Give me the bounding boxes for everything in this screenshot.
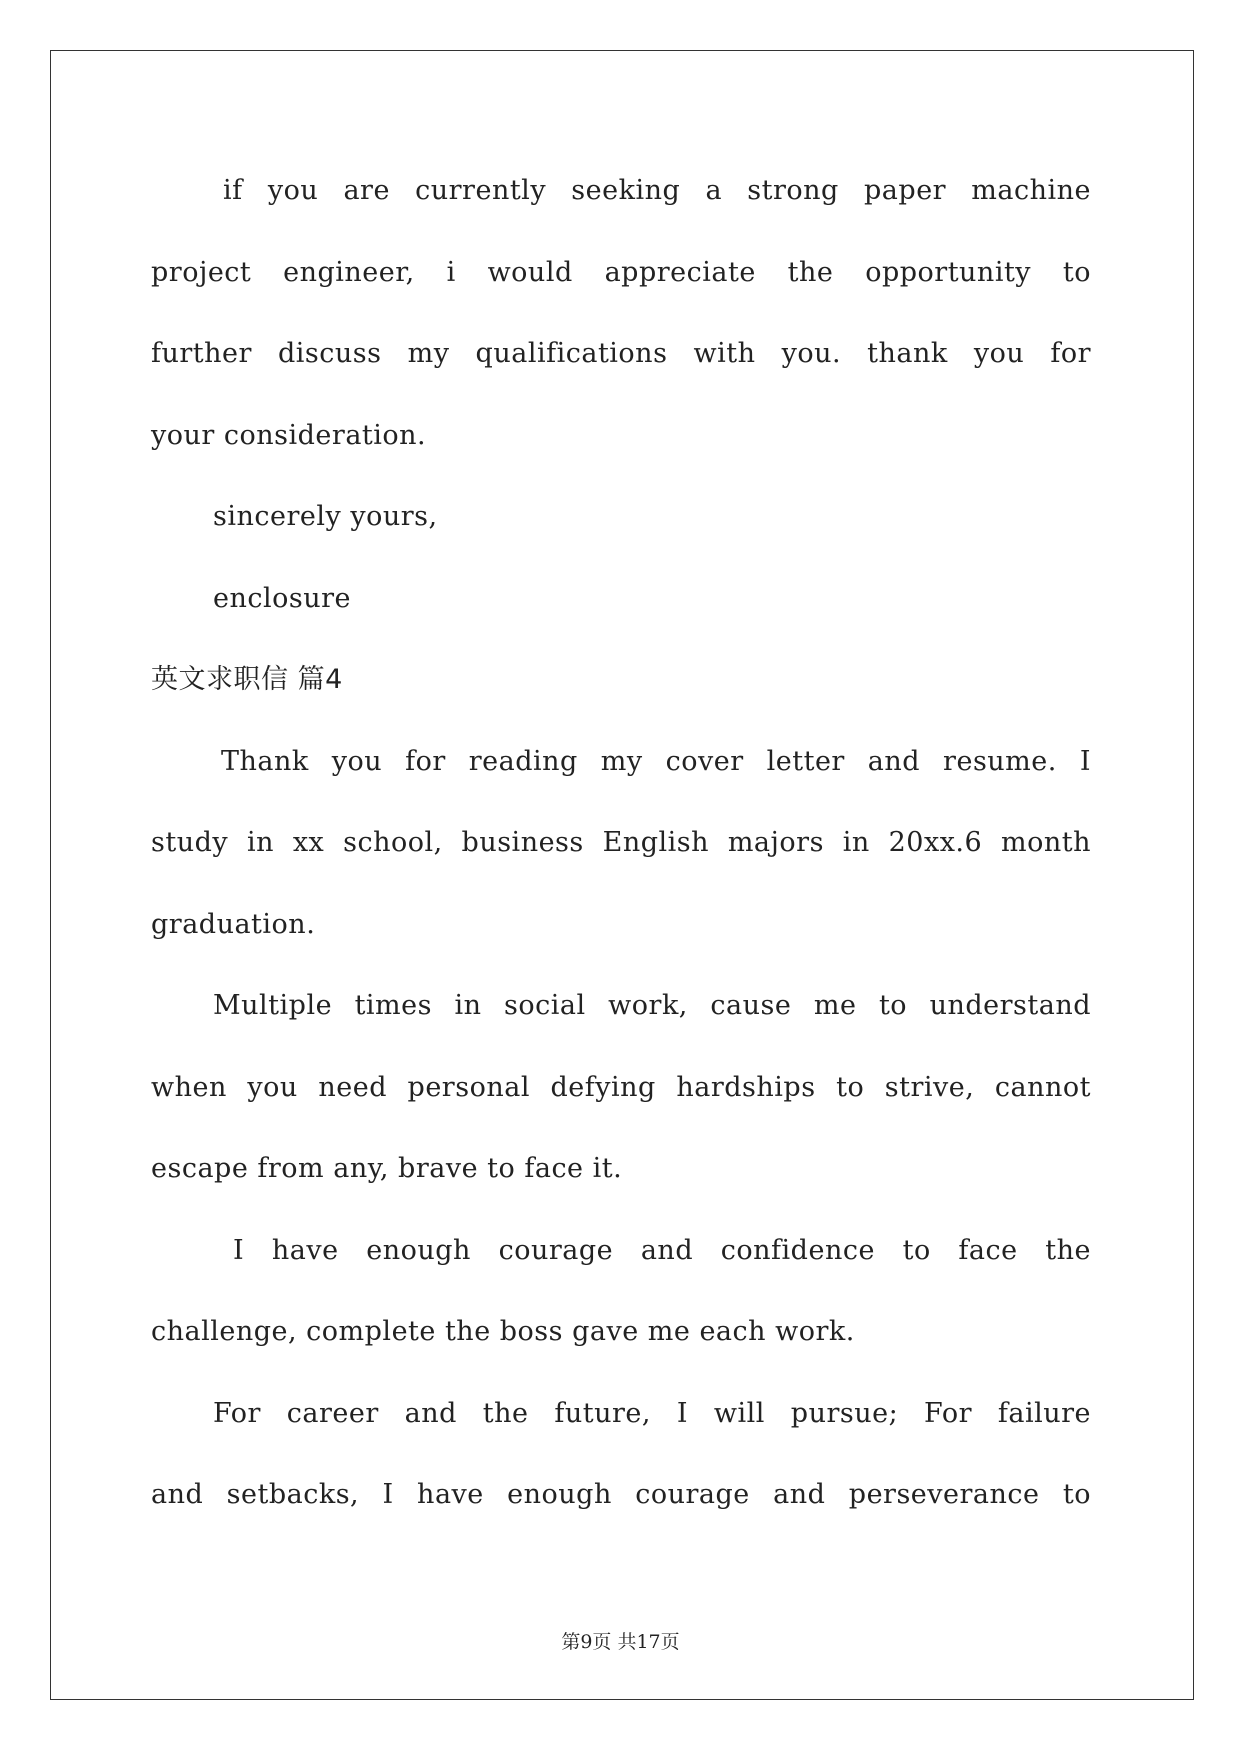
text-line: your consideration. <box>151 419 427 451</box>
text-line: if you are currently seeking a strong paper machine <box>223 175 1091 206</box>
text-line: and setbacks, I have enough courage and perseverance to <box>151 1479 1091 1510</box>
closing-line: enclosure <box>213 582 352 614</box>
document-body <box>151 150 1091 1536</box>
text-line: study in xx school, business English majors in 20xx.6 month <box>151 827 1091 858</box>
text-line: project engineer, i would appreciate the opportunity to <box>151 256 1091 288</box>
text-line: For career and the future, I will pursue; For failure <box>213 1397 1091 1429</box>
text-line: Multiple times in social work, cause me to understand <box>213 990 1091 1021</box>
text-line: I have enough courage and confidence to face the <box>233 1234 1091 1266</box>
page-number-footer: 第9页 共17页 <box>561 1631 680 1653</box>
section-heading: 英文求职信 篇4 <box>151 664 343 695</box>
closing-line: sincerely yours, <box>213 501 438 532</box>
text-line: Thank you for reading my cover letter and resume. I <box>221 745 1091 777</box>
text-line: escape from any, brave to face it. <box>151 1153 623 1184</box>
text-line: graduation. <box>151 908 316 940</box>
text-line: further discuss my qualifications with you. thank you for <box>151 338 1091 369</box>
text-line: when you need personal defying hardships to strive, cannot <box>151 1071 1091 1103</box>
text-line: challenge, complete the boss gave me each work. <box>151 1316 855 1347</box>
